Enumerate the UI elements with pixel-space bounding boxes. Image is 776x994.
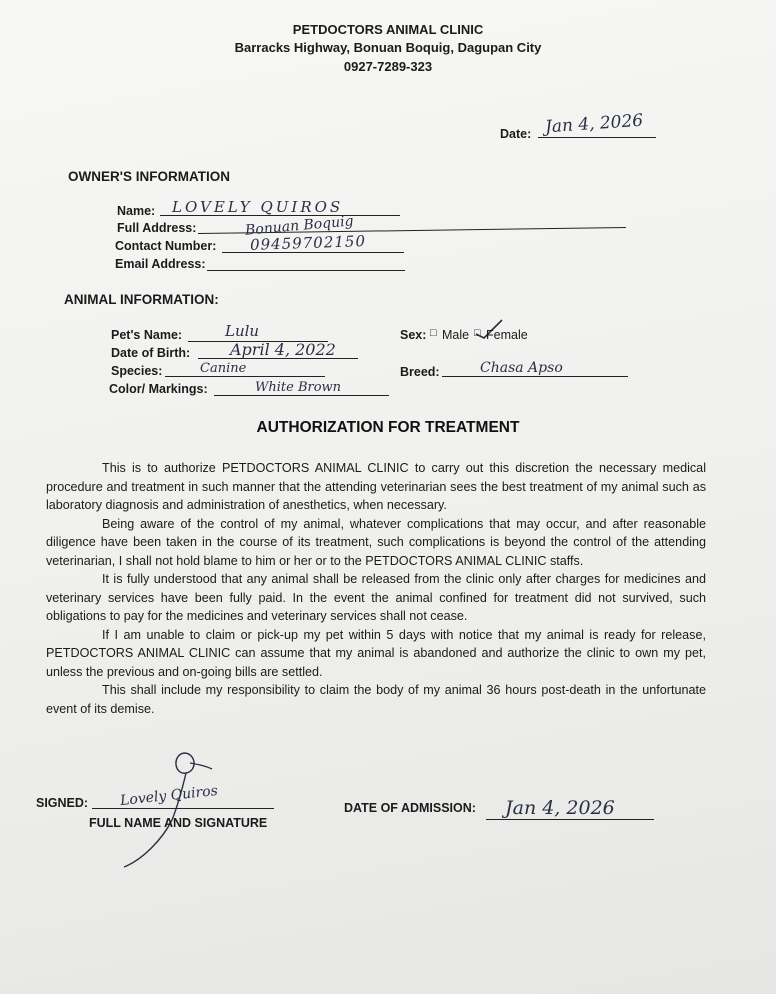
breed-value: Chasa Apso — [480, 360, 563, 376]
date-value: Jan 4, 2026 — [544, 110, 644, 138]
owner-section-title: OWNER'S INFORMATION — [68, 169, 230, 184]
species-value: Canine — [200, 361, 247, 376]
clinic-phone: 0927-7289-323 — [343, 59, 433, 74]
admission-line — [486, 819, 654, 820]
dob-value: April 4, 2022 — [230, 340, 336, 359]
signed-label: SIGNED: — [36, 796, 89, 810]
sex-label: Sex: — [400, 328, 427, 342]
signed-value: Lovely Quiros — [119, 782, 219, 810]
owner-contact-label: Contact Number: — [115, 239, 217, 253]
clinic-address: Barracks Highway, Bonuan Boquig, Dagupan City — [234, 40, 542, 55]
pet-name-value: Lulu — [225, 322, 260, 340]
signature-line — [92, 808, 274, 809]
authorization-paragraph: This shall include my responsibility to claim the body of my animal 36 hours post-death in the unfortunate event of its demise. — [46, 683, 706, 716]
owner-name-value: LOVELY QUIROS — [172, 198, 344, 216]
authorization-paragraph: This is to authorize PETDOCTORS ANIMAL CLINIC to carry out this discretion the necessary medical procedure and treatment in such manner that the attending veterinarian sees the best treatment of my animal such as laboratory diagnosis and administration of anesthetics, when necessary. — [46, 461, 706, 512]
owner-address-label: Full Address: — [117, 221, 197, 235]
owner-email-line — [207, 270, 405, 271]
signature-scribble — [112, 745, 232, 885]
authorization-paragraph: It is fully understood that any animal shall be released from the clinic only after charges for medicines and veterinary services have been fully paid. In the event the animal confined for treatment did not survived, such obligations to pay for the medicines and veterinary services shall not cease. — [46, 572, 706, 623]
owner-address-value: Bonuan Boquig — [244, 213, 355, 239]
admission-value: Jan 4, 2026 — [505, 797, 615, 819]
breed-label: Breed: — [400, 365, 440, 379]
color-value: White Brown — [255, 380, 342, 395]
authorization-body — [46, 459, 706, 718]
sex-male-option: Male — [442, 328, 470, 342]
male-checkbox-icon[interactable]: □ — [430, 327, 437, 339]
sex-female-option: Female — [486, 328, 528, 342]
authorization-paragraph: If I am unable to claim or pick-up my pet within 5 days with notice that my animal is ready for release, PETDOCTORS ANIMAL CLINIC can assume that my animal is abandoned and authorize the clinic to own my pet, unless the previous and on-going bills are settled. — [46, 627, 706, 679]
date-line — [538, 137, 656, 138]
authorization-paragraph: Being aware of the control of my animal, whatever complications that may occur, and after reasonable diligence have been taken in the course of its treatment, such complications is beyond the control of the attending veterinarian, I shall not hold blame to him or her or to the PETDOCTORS ANIMAL CLINIC staffs. — [46, 516, 706, 568]
animal-section-title: ANIMAL INFORMATION: — [64, 292, 219, 307]
admission-label: DATE OF ADMISSION: — [344, 801, 476, 815]
owner-email-label: Email Address: — [115, 257, 206, 271]
dob-label: Date of Birth: — [111, 346, 191, 360]
clinic-name: PETDOCTORS ANIMAL CLINIC — [292, 22, 484, 37]
color-line — [214, 395, 389, 396]
signature-caption: FULL NAME AND SIGNATURE — [89, 816, 268, 830]
color-label: Color/ Markings: — [109, 382, 208, 396]
authorization-title: AUTHORIZATION FOR TREATMENT — [256, 419, 520, 436]
pet-name-label: Pet's Name: — [111, 328, 183, 342]
species-label: Species: — [111, 364, 163, 378]
date-label: Date: — [500, 127, 532, 141]
species-line — [165, 376, 325, 377]
owner-name-label: Name: — [117, 204, 156, 218]
female-checkbox-icon[interactable]: □ — [474, 327, 481, 339]
breed-line — [442, 376, 628, 377]
owner-contact-value: 09459702150 — [249, 231, 367, 255]
